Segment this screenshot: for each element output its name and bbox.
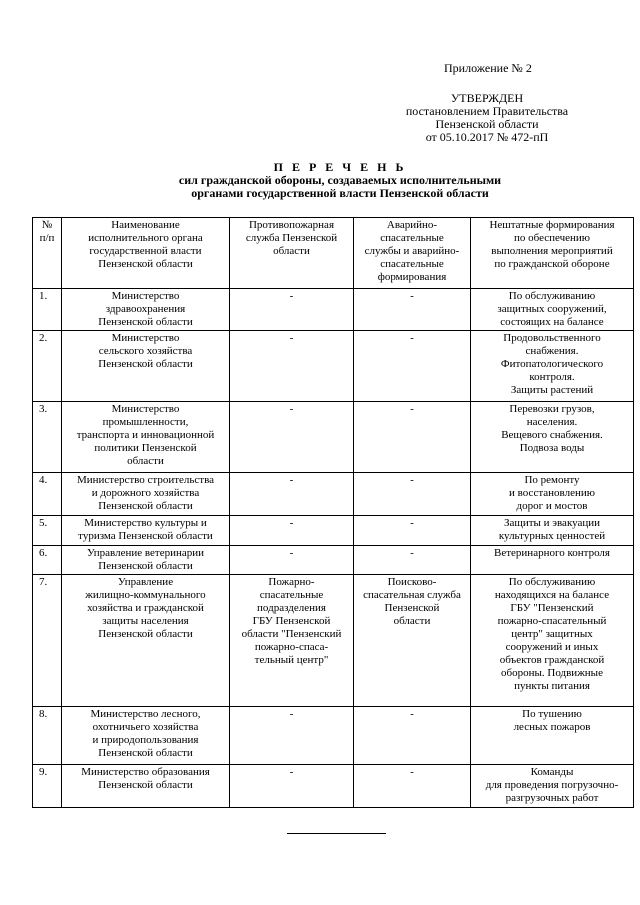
cell-organ	[62, 331, 230, 402]
cell-line: Пензенской области	[98, 779, 193, 791]
cell-rescue-services	[354, 575, 471, 707]
cell-organ	[62, 546, 230, 575]
cell-line: области	[127, 455, 164, 467]
cell-line: -	[410, 290, 414, 302]
cell-line: сооружений и иных	[505, 641, 599, 653]
cell-fire-service	[230, 289, 354, 331]
cell-line: и восстановлению	[509, 487, 595, 499]
cell-line: пожарно-спаса-	[254, 641, 329, 653]
title-line: сил гражданской обороны, создаваемых исполнительными	[178, 173, 502, 187]
cell-line: дорог и мостов	[516, 500, 588, 512]
cell-line: -	[289, 708, 294, 720]
table-row	[33, 402, 634, 473]
cell-rescue-services	[354, 765, 471, 808]
cell-line: Пензенской	[384, 602, 440, 614]
cell-line: спасательные	[380, 258, 444, 270]
cell-rescue-services	[354, 473, 471, 516]
cell-fire-service	[230, 473, 354, 516]
cell-fire-service	[230, 331, 354, 402]
cell-civil-defense	[471, 516, 634, 546]
cell-line: снабжения.	[525, 345, 579, 357]
cell-civil-defense	[471, 707, 634, 765]
col-header-rescue-services	[354, 218, 471, 289]
cell-civil-defense	[471, 575, 634, 707]
cell-line: Нештатные формирования	[489, 219, 615, 231]
cell-civil-defense	[471, 289, 634, 331]
cell-line: Министерство	[111, 403, 180, 415]
cell-line: исполнительного органа	[88, 232, 203, 244]
cell-line: политики Пензенской	[94, 442, 197, 454]
cell-fire-service	[230, 707, 354, 765]
cell-line: населения.	[526, 416, 578, 428]
cell-line: Министерство	[111, 332, 180, 344]
cell-line: -	[289, 766, 294, 778]
cell-line: Пензенской области	[98, 500, 193, 512]
cell-line: №	[41, 219, 53, 231]
row-number: 3.	[33, 402, 62, 473]
cell-line: Команды	[530, 766, 574, 778]
cell-line: Пензенской области	[98, 628, 193, 640]
cell-line: По тушению	[522, 708, 582, 720]
cell-line: жилищно-коммунального	[85, 589, 206, 601]
table-row	[33, 707, 634, 765]
cell-line: Управление	[117, 576, 174, 588]
cell-civil-defense	[471, 402, 634, 473]
cell-line: выполнения мероприятий	[491, 245, 613, 257]
cell-line: ГБУ "Пензенский	[510, 602, 594, 614]
cell-line: контроля.	[529, 371, 575, 383]
row-number: 5.	[33, 516, 62, 546]
cell-line: По обслуживанию	[508, 576, 596, 588]
cell-line: Министерство лесного,	[90, 708, 201, 720]
cell-line: по гражданской обороне	[494, 258, 610, 270]
col-header-number	[33, 218, 62, 289]
cell-line: Аварийно-	[386, 219, 438, 231]
cell-line: по обеспечению	[513, 232, 591, 244]
approved-line: Пензенской области	[435, 117, 539, 131]
table-header-row	[33, 218, 634, 289]
cell-line: -	[410, 517, 414, 529]
row-number: 6.	[33, 546, 62, 575]
row-number: 9.	[33, 765, 62, 808]
cell-line: -	[410, 403, 414, 415]
cell-line: промышленности,	[102, 416, 189, 428]
cell-line: п/п	[39, 232, 55, 244]
cell-line: охотничьего хозяйства	[92, 721, 199, 733]
cell-line: -	[410, 547, 414, 559]
cell-organ	[62, 289, 230, 331]
cell-line: лесных пожаров	[513, 721, 591, 733]
cell-fire-service	[230, 402, 354, 473]
cell-line: Пожарно-	[268, 576, 315, 588]
cell-organ	[62, 765, 230, 808]
cell-line: формирования	[377, 271, 447, 283]
cell-line: По обслуживанию	[508, 290, 596, 302]
cell-line: ГБУ Пензенской	[252, 615, 331, 627]
cell-line: сельского хозяйства	[98, 345, 193, 357]
cell-rescue-services	[354, 516, 471, 546]
cell-line: области	[273, 245, 310, 257]
cell-organ	[62, 707, 230, 765]
table-row	[33, 289, 634, 331]
cell-line: Вещевого снабжения.	[501, 429, 603, 441]
cell-line: Ветеринарного контроля	[494, 547, 610, 559]
cell-rescue-services	[354, 707, 471, 765]
cell-line: службы и аварийно-	[364, 245, 460, 257]
table-row	[33, 765, 634, 808]
cell-line: здравоохранения	[105, 303, 186, 315]
document-title	[100, 161, 580, 200]
footer-divider	[287, 833, 386, 834]
row-number: 2.	[33, 331, 62, 402]
row-number: 1.	[33, 289, 62, 331]
cell-line: -	[289, 547, 294, 559]
cell-line: спасательная служба	[363, 589, 461, 601]
cell-organ	[62, 575, 230, 707]
cell-line: государственной власти	[89, 245, 202, 257]
table-row	[33, 516, 634, 546]
cell-civil-defense	[471, 546, 634, 575]
cell-line: -	[289, 474, 294, 486]
cell-line: и природопользования	[92, 734, 199, 746]
cell-line: Министерство образования	[81, 766, 210, 778]
cell-fire-service	[230, 516, 354, 546]
cell-line: состоящих на балансе	[500, 316, 604, 328]
cell-organ	[62, 516, 230, 546]
cell-line: Министерство	[111, 290, 180, 302]
cell-line: Пензенской области	[98, 316, 193, 328]
cell-line: -	[289, 290, 294, 302]
cell-rescue-services	[354, 546, 471, 575]
cell-line: защитных сооружений,	[497, 303, 607, 315]
row-number: 7.	[33, 575, 62, 707]
cell-fire-service	[230, 575, 354, 707]
table-row	[33, 331, 634, 402]
table-row	[33, 546, 634, 575]
cell-line: области "Пензенский	[241, 628, 342, 640]
col-header-organ	[62, 218, 230, 289]
cell-line: транспорта и инновационной	[76, 429, 215, 441]
cell-line: пожарно-спасательный	[497, 615, 607, 627]
cell-line: -	[410, 708, 414, 720]
cell-line: -	[289, 403, 294, 415]
cell-line: Продовольственного	[503, 332, 601, 344]
appendix-number: Приложение № 2	[444, 61, 532, 75]
cell-line: хозяйства и гражданской	[87, 602, 204, 614]
table-body	[33, 289, 634, 808]
title-line: органами государственной власти Пензенской области	[191, 186, 489, 200]
forces-table	[32, 217, 634, 808]
cell-line: объектов гражданской	[499, 654, 605, 666]
cell-line: Пензенской области	[98, 358, 193, 370]
cell-line: -	[410, 474, 414, 486]
col-header-civil-defense	[471, 218, 634, 289]
cell-line: области	[393, 615, 431, 627]
cell-line: -	[410, 332, 414, 344]
cell-line: подразделения	[257, 602, 326, 614]
cell-line: находящихся на балансе	[494, 589, 610, 601]
cell-line: спасательные	[380, 232, 444, 244]
cell-organ	[62, 402, 230, 473]
title-heading: П Е Р Е Ч Е Н Ь	[273, 160, 407, 174]
cell-line: центр" защитных	[511, 628, 593, 640]
table-row	[33, 575, 634, 707]
approval-block	[396, 92, 578, 144]
cell-line: -	[289, 517, 294, 529]
cell-line: и дорожного хозяйства	[91, 487, 200, 499]
table-row	[33, 473, 634, 516]
cell-line: разгрузочных работ	[505, 792, 599, 804]
cell-line: -	[289, 332, 294, 344]
approved-line: от 05.10.2017 № 472-пП	[425, 130, 549, 144]
cell-civil-defense	[471, 765, 634, 808]
cell-line: культурных ценностей	[498, 530, 606, 542]
cell-line: -	[410, 766, 414, 778]
cell-line: Перевозки грузов,	[509, 403, 595, 415]
cell-line: Пензенской области	[98, 560, 193, 572]
cell-fire-service	[230, 546, 354, 575]
cell-line: Пензенской области	[98, 258, 193, 270]
cell-line: Защиты и эвакуации	[503, 517, 601, 529]
row-number: 8.	[33, 707, 62, 765]
cell-line: По ремонту	[524, 474, 580, 486]
row-number: 4.	[33, 473, 62, 516]
cell-civil-defense	[471, 473, 634, 516]
cell-line: Подвоза воды	[519, 442, 585, 454]
cell-line: спасательные	[259, 589, 324, 601]
cell-organ	[62, 473, 230, 516]
cell-line: Министерство строительства	[76, 474, 215, 486]
cell-line: Пензенской области	[98, 747, 193, 759]
cell-rescue-services	[354, 402, 471, 473]
cell-line: Фитопатологического	[500, 358, 604, 370]
cell-fire-service	[230, 765, 354, 808]
cell-line: Поисково-	[387, 576, 437, 588]
cell-line: пункты питания	[514, 680, 590, 692]
cell-line: туризма Пензенской области	[78, 530, 213, 542]
cell-line: Противопожарная	[248, 219, 335, 231]
cell-line: Управление ветеринарии	[86, 547, 205, 559]
cell-rescue-services	[354, 289, 471, 331]
cell-line: тельный центр"	[254, 654, 329, 666]
cell-line: обороны. Подвижные	[501, 667, 603, 679]
cell-line: Министерство культуры и	[84, 517, 207, 529]
approved-line: постановлением Правительства	[405, 104, 569, 118]
cell-line: Наименование	[111, 219, 180, 231]
approved-label: УТВЕРЖДЕН	[450, 91, 524, 105]
cell-rescue-services	[354, 331, 471, 402]
cell-civil-defense	[471, 331, 634, 402]
col-header-fire-service	[230, 218, 354, 289]
cell-line: Защиты растений	[510, 384, 594, 396]
cell-line: для проведения погрузочно-	[485, 779, 619, 791]
cell-line: защиты населения	[102, 615, 189, 627]
cell-line: служба Пензенской	[245, 232, 338, 244]
